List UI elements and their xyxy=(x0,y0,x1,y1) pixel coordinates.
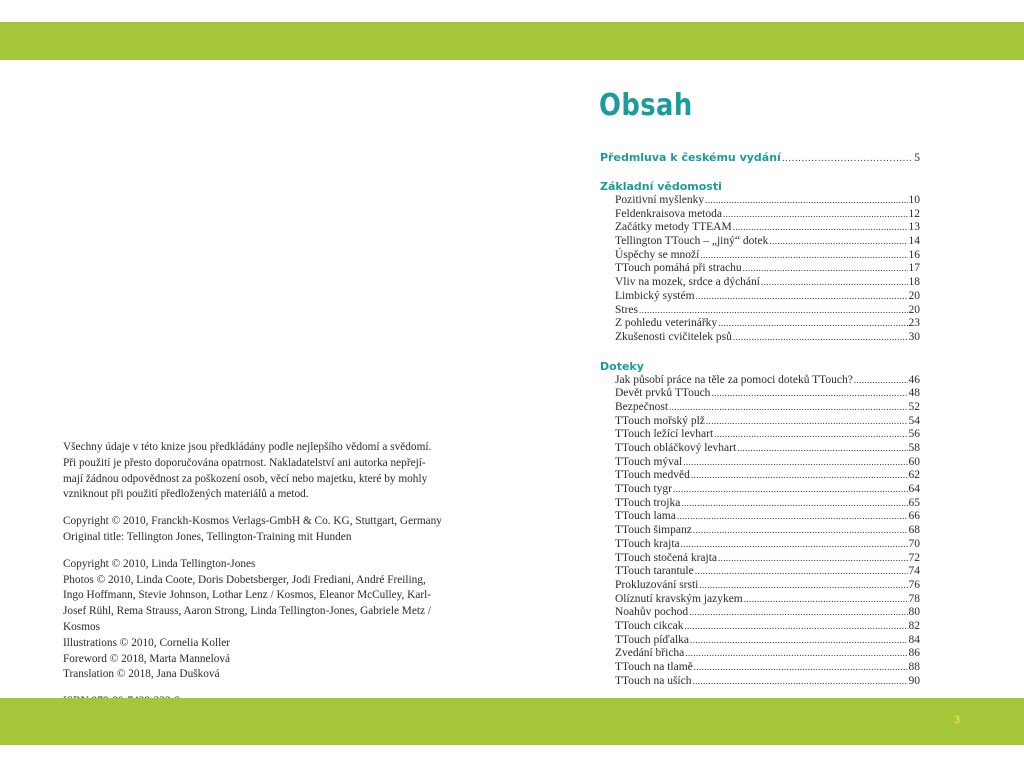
toc-entry-label: Zvedání břicha xyxy=(615,647,685,660)
dot-leader xyxy=(681,538,908,552)
toc-entry-label: Prokluzování srsti xyxy=(615,578,699,591)
toc-entry[interactable] xyxy=(600,593,920,607)
toc-entry-page: 58 xyxy=(908,442,920,454)
toc-entry-page: 72 xyxy=(908,551,920,564)
toc-entry-page: 18 xyxy=(908,276,920,289)
toc-intro-page: 5 xyxy=(914,152,920,164)
dot-leader xyxy=(689,606,907,620)
toc-entry-label: Vliv na mozek, srdce a dýchání xyxy=(615,276,760,289)
toc-entry-label: TTouch lama xyxy=(615,510,676,523)
imprint-line: Illustrations © 2010, Cornelia Koller xyxy=(63,636,231,649)
toc-entry[interactable] xyxy=(600,634,920,648)
toc-entry-label: TTouch mýval xyxy=(615,455,683,468)
toc-entry[interactable] xyxy=(600,276,920,290)
toc-entry-label: TTouch mořský plž xyxy=(615,414,705,427)
toc-entry-page: 10 xyxy=(908,194,920,206)
toc-entry[interactable] xyxy=(600,524,920,538)
toc-entry-page: 48 xyxy=(908,387,920,400)
toc-entry-page: 62 xyxy=(908,469,920,482)
page-number: 3 xyxy=(953,714,960,726)
dot-leader xyxy=(733,331,908,345)
toc-intro-entry[interactable] xyxy=(600,151,920,165)
toc-entry-page: 68 xyxy=(908,524,920,537)
imprint xyxy=(63,440,473,721)
toc-entry[interactable] xyxy=(600,194,920,208)
toc-entry-page: 78 xyxy=(908,592,920,605)
dot-leader xyxy=(782,152,913,166)
toc-entry-page: 88 xyxy=(908,661,920,673)
toc-entry-label: Bezpečnost xyxy=(615,400,669,413)
toc-entry-label: TTouch krajta xyxy=(615,537,680,550)
dot-leader xyxy=(694,661,908,675)
dot-leader xyxy=(711,387,907,401)
credits-paragraph xyxy=(63,557,473,683)
toc-entry-label: Jak působí práce na těle za pomoci doteků TTouch? xyxy=(615,373,853,386)
toc-entry[interactable] xyxy=(600,647,920,661)
dot-leader xyxy=(723,208,908,222)
toc-section xyxy=(600,180,920,345)
toc-entry-label: Stres xyxy=(615,303,638,316)
toc-entry-page: 82 xyxy=(908,619,920,632)
toc-entry[interactable] xyxy=(600,442,920,456)
toc-entry-page: 90 xyxy=(908,674,920,687)
toc-entry[interactable] xyxy=(600,262,920,276)
toc-entry-page: 54 xyxy=(908,414,920,427)
toc-intro xyxy=(600,151,920,165)
toc-entry-page: 52 xyxy=(908,400,920,413)
toc-entry-label: TTouch ležící levhart xyxy=(615,428,714,441)
toc-entry-page: 76 xyxy=(908,578,920,591)
toc-entry-page: 84 xyxy=(908,633,920,646)
toc-entry-label: TTouch tarantule xyxy=(615,565,694,578)
toc-entry-page: 20 xyxy=(908,303,920,316)
toc-entry[interactable] xyxy=(600,579,920,593)
toc-entry-label: TTouch pomáhá při strachu xyxy=(615,262,742,275)
dot-leader xyxy=(769,235,907,249)
toc-entry-page: 16 xyxy=(908,248,920,261)
dot-leader xyxy=(692,675,907,689)
toc-entry-label: Devět prvků TTouch xyxy=(615,387,711,400)
copyright-publisher-paragraph xyxy=(63,514,473,546)
toc-entry[interactable] xyxy=(600,401,920,415)
dot-leader xyxy=(691,469,908,483)
toc-intro-label: Předmluva k českému vydání xyxy=(600,151,781,164)
imprint-line: Photos © 2010, Linda Coote, Doris Dobetsberger, Jodi Frediani, André Freiling, xyxy=(63,573,426,586)
toc-entry-page: 20 xyxy=(908,289,920,302)
toc-entry[interactable] xyxy=(600,374,920,388)
toc-entry[interactable] xyxy=(600,235,920,249)
toc-entry-page: 60 xyxy=(908,455,920,468)
imprint-line: Ingo Hoffmann, Stevie Johnson, Lothar Lenz / Kosmos, Eleanor McCulley, Karl- xyxy=(63,589,432,602)
toc-entry-page: 86 xyxy=(908,647,920,660)
toc-entry[interactable] xyxy=(600,552,920,566)
toc-entry[interactable] xyxy=(600,538,920,552)
toc-entry-label: TTouch medvěd xyxy=(615,469,690,482)
toc-entry-label: TTouch stočená krajta xyxy=(615,551,718,564)
toc-entry[interactable] xyxy=(600,208,920,222)
toc-entry-page: 12 xyxy=(908,207,920,220)
toc-entry-label: TTouch na uších xyxy=(615,674,692,687)
imprint-line: Kosmos xyxy=(63,620,101,633)
toc-entry[interactable] xyxy=(600,428,920,442)
toc-entry[interactable] xyxy=(600,661,920,675)
dot-leader xyxy=(743,262,908,276)
toc-entry-label: TTouch píďalka xyxy=(615,633,690,646)
toc-entry-page: 70 xyxy=(908,537,920,550)
dot-leader xyxy=(744,593,908,607)
table-of-contents xyxy=(600,151,920,703)
toc-entry[interactable] xyxy=(600,565,920,579)
dot-leader xyxy=(696,290,908,304)
toc-section xyxy=(600,360,920,689)
toc-entry[interactable] xyxy=(600,387,920,401)
toc-entry-label: TTouch trojka xyxy=(615,496,681,509)
toc-entry[interactable] xyxy=(600,606,920,620)
toc-entry[interactable] xyxy=(600,469,920,483)
dot-leader xyxy=(705,194,907,208)
imprint-line: Foreword © 2018, Marta Mannelová xyxy=(63,652,231,665)
dot-leader xyxy=(714,428,907,442)
dot-leader xyxy=(761,276,908,290)
toc-entry[interactable] xyxy=(600,620,920,634)
toc-entry[interactable] xyxy=(600,497,920,511)
toc-entry[interactable] xyxy=(600,304,920,318)
toc-entry-label: Noahův pochod xyxy=(615,606,689,619)
toc-entry-page: 74 xyxy=(908,565,920,578)
toc-entry[interactable] xyxy=(600,415,920,429)
dot-leader xyxy=(693,524,908,538)
toc-entry-page: 56 xyxy=(908,428,920,441)
toc-entry[interactable] xyxy=(600,510,920,524)
toc-entry-label: Feldenkraisova metoda xyxy=(615,207,722,220)
toc-entry-page: 17 xyxy=(908,262,920,275)
toc-entry[interactable] xyxy=(600,249,920,263)
toc-section-heading: Doteky xyxy=(600,359,644,373)
toc-entry-page: 66 xyxy=(908,510,920,523)
toc-entry[interactable] xyxy=(600,331,920,345)
imprint-line: Copyright © 2010, Linda Tellington-Jones xyxy=(63,557,256,570)
imprint-line: Při použití je přesto doporučována opatrnost. Nakladatelství ani autorka nepřejí- xyxy=(63,456,426,469)
toc-sections xyxy=(600,180,920,688)
toc-entry-label: Olíznutí kravským jazykem xyxy=(615,592,743,605)
toc-entry-label: Zkušenosti cvičitelek psů xyxy=(615,330,732,343)
disclaimer-paragraph xyxy=(63,440,473,503)
toc-entry-page: 30 xyxy=(908,330,920,343)
dot-leader xyxy=(684,620,907,634)
dot-leader xyxy=(681,497,907,511)
dot-leader xyxy=(718,552,907,566)
imprint-line: Copyright © 2010, Franckh-Kosmos Verlags-GmbH & Co. KG, Stuttgart, Germany xyxy=(63,515,442,528)
dot-leader xyxy=(718,317,907,331)
dot-leader xyxy=(733,221,908,235)
toc-entry[interactable] xyxy=(600,483,920,497)
toc-entry-label: TTouch na tlamě xyxy=(615,661,693,673)
toc-entry[interactable] xyxy=(600,317,920,331)
toc-entry-label: Úspěchy se množí xyxy=(615,248,700,261)
dot-leader xyxy=(695,565,908,579)
toc-section-heading: Základní vědomosti xyxy=(600,180,722,193)
dot-leader xyxy=(854,374,908,388)
dot-leader xyxy=(690,634,907,648)
toc-entry[interactable] xyxy=(600,290,920,304)
toc-entry[interactable] xyxy=(600,456,920,470)
toc-entry-page: 46 xyxy=(908,373,920,386)
dot-leader xyxy=(677,510,908,524)
dot-leader xyxy=(685,647,907,661)
toc-entry-label: TTouch tygr xyxy=(615,483,673,496)
toc-entry-page: 65 xyxy=(908,496,920,509)
toc-entry-label: TTouch cikcak xyxy=(615,619,684,632)
dot-leader xyxy=(639,304,908,318)
toc-entry-label: Pozitivní myšlenky xyxy=(615,194,705,206)
toc-entry-page: 14 xyxy=(908,235,920,248)
imprint-line: Všechny údaje v této knize jsou předkládány podle nejlepšího vědomí a svědomí. xyxy=(63,441,432,453)
toc-entry[interactable] xyxy=(600,221,920,235)
toc-entry-label: Limbický systém xyxy=(615,289,695,302)
dot-leader xyxy=(683,456,907,470)
dot-leader xyxy=(700,249,907,263)
imprint-line: vzniknout při použití předložených materiálů a metod. xyxy=(63,488,309,501)
dot-leader xyxy=(669,401,907,415)
dot-leader xyxy=(706,415,908,429)
dot-leader xyxy=(699,579,907,593)
imprint-line: Original title: Tellington Jones, Tellington-Training mit Hunden xyxy=(63,530,352,543)
toc-entry-label: Z pohledu veterinářky xyxy=(615,317,718,330)
dot-leader xyxy=(737,442,907,456)
toc-entry-page: 23 xyxy=(908,317,920,330)
page-title: Obsah xyxy=(599,88,693,123)
imprint-line: Josef Rühl, Rema Strauss, Aaron Strong, Linda Tellington-Jones, Gabriele Metz / xyxy=(63,605,431,618)
toc-entry-label: Začátky metody TTEAM xyxy=(615,221,732,234)
toc-entry-page: 13 xyxy=(908,221,920,234)
top-green-band xyxy=(0,22,1024,60)
toc-entry-page: 64 xyxy=(908,483,920,496)
toc-entry-label: TTouch šimpanz xyxy=(615,524,692,537)
dot-leader xyxy=(673,483,907,497)
bottom-green-band xyxy=(0,698,1024,745)
imprint-line: mají žádnou odpovědnost za poškození osob, věcí nebo majetku, které by mohly xyxy=(63,472,428,485)
toc-entry-page: 80 xyxy=(908,606,920,619)
imprint-line: Translation © 2018, Jana Dušková xyxy=(63,668,220,681)
toc-entry-label: TTouch obláčkový levhart xyxy=(615,442,737,454)
toc-entry-label: Tellington TTouch – „jiný“ dotek xyxy=(615,235,769,248)
toc-entry[interactable] xyxy=(600,675,920,689)
